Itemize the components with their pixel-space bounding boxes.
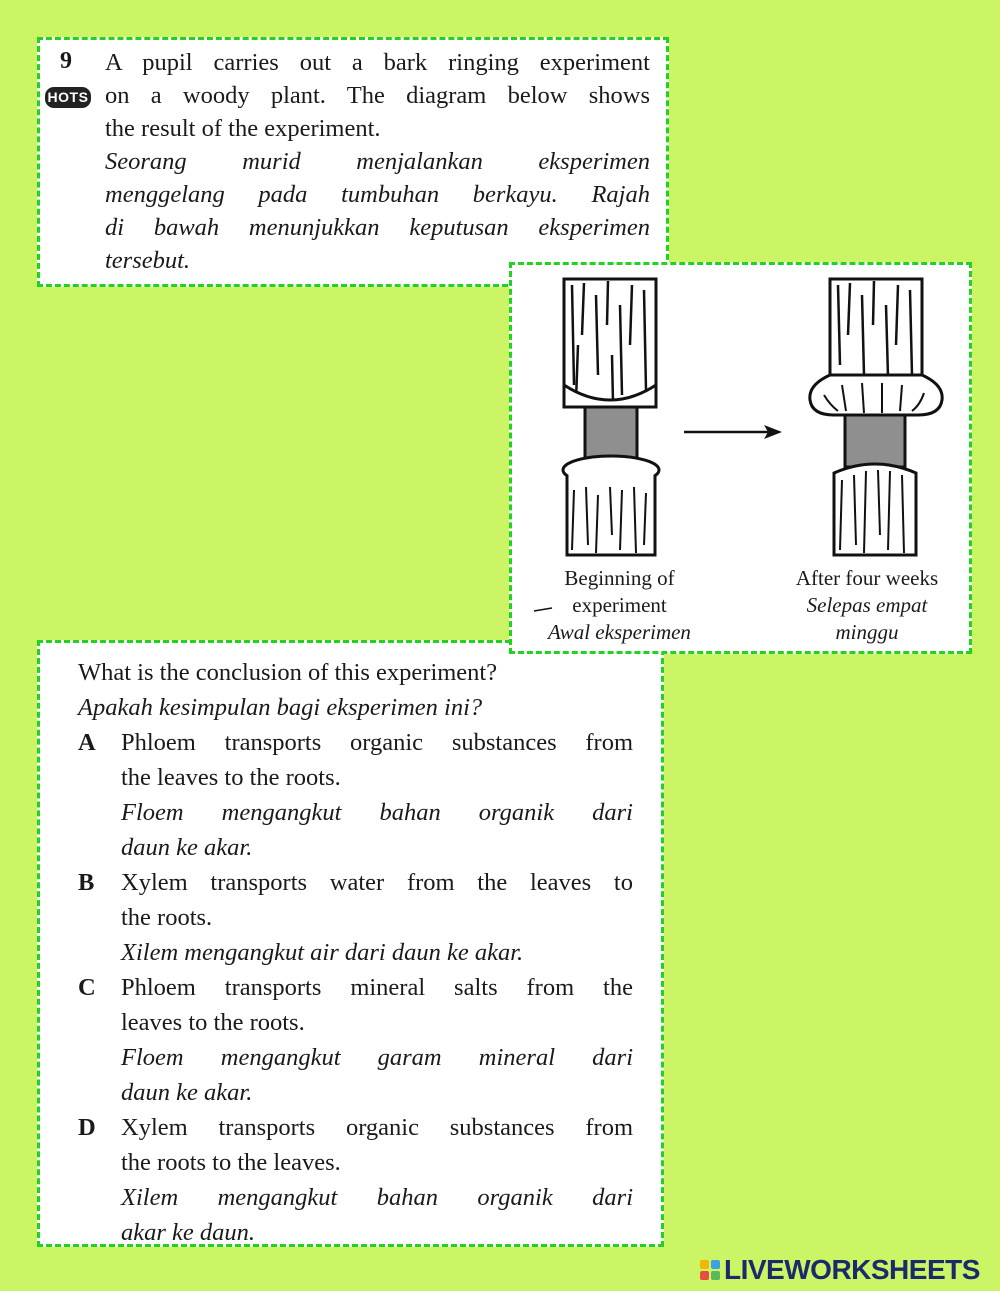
option-letter: A bbox=[78, 729, 96, 756]
option-text: Phloem transports organic substances from bbox=[121, 729, 633, 756]
option-letter: C bbox=[78, 974, 96, 1001]
option-text-malay: Floem mengangkut bahan organik dari bbox=[121, 799, 633, 826]
question-text bbox=[105, 46, 650, 277]
option-text-malay: daun ke akar. bbox=[121, 1079, 253, 1106]
question-line: A pupil carries out a bark ringing experiment bbox=[105, 49, 650, 76]
question-line: on a woody plant. The diagram below shows bbox=[105, 82, 650, 109]
question-box bbox=[37, 37, 669, 287]
option-text-malay: Xilem mengangkut bahan organik dari bbox=[121, 1184, 633, 1211]
caption-line-malay: minggu bbox=[835, 620, 899, 644]
conclusion-question-ms: Apakah kesimpulan bagi eksperimen ini? bbox=[78, 694, 483, 721]
caption-line-malay: Awal eksperimen bbox=[548, 620, 691, 644]
option-a[interactable] bbox=[78, 725, 633, 865]
option-text: the roots to the leaves. bbox=[121, 1149, 341, 1176]
answer-box bbox=[37, 640, 664, 1247]
option-text-malay: Xilem mengangkut air dari daun ke akar. bbox=[121, 939, 524, 966]
caption-line-malay: Selepas empat bbox=[806, 593, 928, 617]
caption-line: Beginning of bbox=[564, 566, 675, 590]
stem-after-four-weeks bbox=[810, 279, 942, 555]
option-text: the leaves to the roots. bbox=[121, 764, 341, 791]
option-text: the roots. bbox=[121, 904, 213, 931]
question-line-malay: tersebut. bbox=[105, 247, 191, 274]
caption-beginning bbox=[512, 565, 727, 646]
question-line: the result of the experiment. bbox=[105, 115, 381, 142]
question-line-malay: Seorang murid menjalankan eksperimen bbox=[105, 148, 650, 175]
caption-after-four-weeks bbox=[752, 565, 982, 646]
option-text: leaves to the roots. bbox=[121, 1009, 305, 1036]
option-c[interactable] bbox=[78, 970, 633, 1110]
option-b[interactable] bbox=[78, 865, 633, 970]
option-text: Phloem transports mineral salts from the bbox=[121, 974, 633, 1001]
arrow-icon bbox=[684, 425, 782, 439]
logo-text: LIVEWORKSHEETS bbox=[724, 1254, 980, 1285]
hots-badge: HOTS bbox=[45, 87, 91, 108]
option-text: Xylem transports water from the leaves to bbox=[121, 869, 633, 896]
conclusion-question bbox=[78, 655, 497, 725]
option-text-malay: Floem mengangkut garam mineral dari bbox=[121, 1044, 633, 1071]
conclusion-question-en: What is the conclusion of this experiment? bbox=[78, 659, 498, 686]
logo-mark-icon bbox=[700, 1260, 720, 1280]
question-line-malay: di bawah menunjukkan keputusan eksperimen bbox=[105, 214, 650, 241]
caption-line: After four weeks bbox=[795, 566, 939, 590]
option-letter: D bbox=[78, 1114, 96, 1141]
question-line-malay: menggelang pada tumbuhan berkayu. Rajah bbox=[105, 181, 650, 208]
option-text-malay: daun ke akar. bbox=[121, 834, 253, 861]
option-letter: B bbox=[78, 869, 95, 896]
option-d[interactable] bbox=[78, 1110, 633, 1250]
question-number: 9 bbox=[60, 48, 72, 74]
stem-beginning bbox=[563, 279, 659, 555]
option-text: Xylem transports organic substances from bbox=[121, 1114, 633, 1141]
figure-box bbox=[509, 262, 972, 654]
option-text-malay: akar ke daun. bbox=[121, 1219, 256, 1246]
liveworksheets-logo[interactable] bbox=[700, 1253, 980, 1287]
caption-line: experiment bbox=[572, 593, 667, 617]
